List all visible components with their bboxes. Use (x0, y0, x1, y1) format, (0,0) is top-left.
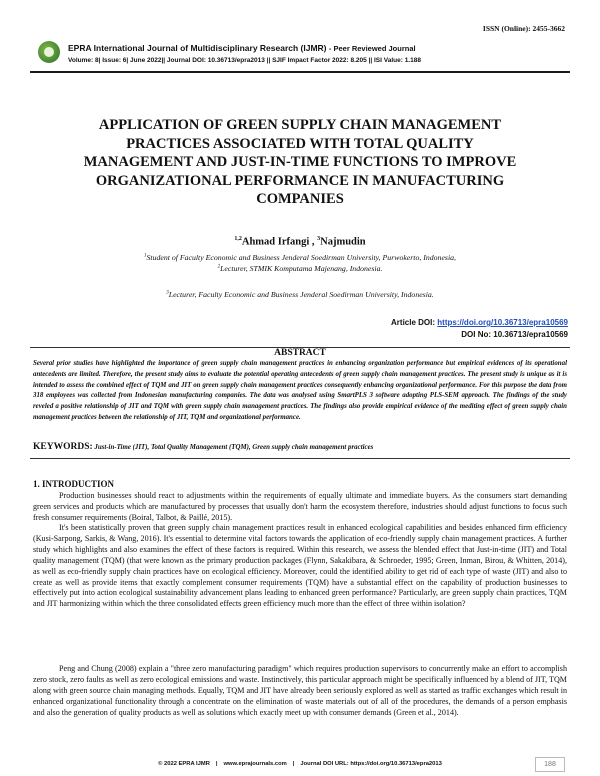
author-name: Najmudin (320, 236, 366, 248)
paragraph: Production businesses should react to adjustments within the requirements of equally ultimate and immediate buyers. As the consumers start demanding green services and products which are manufactured by processes that usually don't harm the ecosystem therefore, industries should adjust functions to focus such fresh consumer requirements (Boiral, Talbot, & Paillé, 2015). (33, 491, 567, 522)
journal-meta: Volume: 8| Issue: 6| June 2022|| Journal DOI: 10.36713/epra2013 || SJIF Impact Factor 2022: 8.205 || ISI Value: 1.188 (68, 57, 421, 64)
affiliation: $^3$Lecturer, Faculty Economic and Business Jenderal Soedirman University, Indonesia. (166, 290, 434, 299)
journal-header (38, 38, 578, 70)
title-line: APPLICATION OF GREEN SUPPLY CHAIN MANAGEMENT (98, 117, 502, 133)
section-heading: 1. INTRODUCTION (33, 479, 115, 489)
paragraph: It's been statistically proven that green supply chain management practices result in enhanced ecological capabilities and besides enhanced firm efficiency (Kusi-Sarpong, Sarkis, & Wang, 2016). It's essential to determine vital factors towards the application of eco-friendly supply chain management practices. A further study which highlights and also examines the effect of these factors is required. Within this research, we assess the blended effect that Just-in-time (JIT) and Total quality management (TQM) (that were known as the primary production packages (Flynn, Sakakibara, & Schroeder, 1995; Green, Inman, Birou, & Whitten, 2014), as well as eco-friendly supply chain practices have on ecological efficiency. Moreover, could the identified ability to get rid of each type of waste (JIT) and also to create as well as provide items that exactly complement consumer requirements (TQM) have a substantial effect on the capability of production businesses to effectively put into action ecological sustainability advancement plans leading to enhanced green performance? Particularly, are green supply chain practices, TQM and JIT harmonizing within which the three consolidated effects green efficiency much more than the effect of three within isolation? (33, 523, 567, 609)
doi-number: DOI No: 10.36713/epra10569 (461, 330, 568, 339)
page-footer: © 2022 EPRA IJMR | www.eprajournals.com | Journal DOI URL: https://doi.org/10.36713/epra2013 (158, 761, 442, 767)
keywords: KEYWORDS: Just-in-Time (JIT), Total Quality Management (TQM), Green supply chain management practices (33, 442, 374, 452)
article-doi-link[interactable]: https://doi.org/10.36713/epra10569 (437, 318, 568, 327)
authors: $^{1,2}$Ahmad Irfangi , $^3$Najmudin (234, 236, 366, 248)
title-line: ORGANIZATIONAL PERFORMANCE IN MANUFACTURING (95, 172, 505, 189)
journal-logo-icon (38, 41, 60, 63)
title-line: PRACTICES ASSOCIATED WITH TOTAL QUALITY (126, 135, 474, 152)
page-number: 188 (535, 757, 565, 772)
paragraph: Peng and Chung (2008) explain a "three zero manufacturing paradigm" which requires production supervisors to concurrently make an effort to accomplish zero stock, zero faults as well as zero ecological emissions and waste. Instinctively, this particular approach might be specifically influenced by a blend of JIT, TQM along with green source chain managing methods. Equally, TQM and JIT have already been seriously explored as well as started as traffic exchanges which result in enhanced organizational functionality through a concentrate on the elimination of waste materials out of all of the procedures, the demands of a person emphasis and also the generation of quality products as well as solutions which exactly meet up with consumer demands (Green et al., 2014). (33, 664, 567, 717)
footer-copyright: © 2022 EPRA IJMR (158, 761, 210, 767)
title-line: COMPANIES (256, 191, 344, 207)
abstract-heading: ABSTRACT (274, 348, 326, 358)
affiliation: $^2$Lecturer, STMIK Komputama Majenang, Indonesia. (217, 264, 383, 273)
footer-doi-url[interactable]: Journal DOI URL: https://doi.org/10.36713/epra2013 (300, 761, 442, 767)
abstract-divider-bottom (30, 458, 570, 459)
header-divider (30, 71, 570, 73)
keywords-label: KEYWORDS: (33, 442, 93, 452)
abstract-body: Several prior studies have highlighted the importance of green supply chain management practices in enhancing organization performance but empirical evidences of its operational antecedents are limited. Therefore, the present study aims to evaluate the potential operating antecedents of green supply chain management practices. The present study is unique as it is intended to assess the combined effect of TQM and JIT on green supply chain management practices consequently enhancing organizational performance. For this purpose the data from 318 employees was collected from Indonesian manufacturing companies. The data was analysed using SmartPLS 3 software adopting PLS-SEM approach. The findings of the study reveled a positive relationship of JIT and TQM with green supply chain management practices. The findings also provide empirical evidence of the mediting effect of green supply chain management practices between the relationship of JIT, TQM and organizational performance. (33, 360, 567, 421)
footer-website[interactable]: www.eprajournals.com (223, 761, 287, 767)
issn-label: ISSN (Online): 2455-3662 (482, 24, 565, 33)
affiliation: $^1$Student of Faculty Economic and Business Jenderal Soedirman University, Purwokerto, Indonesia, (144, 253, 456, 262)
author-name: Ahmad Irfangi (241, 236, 310, 248)
title-line: MANAGEMENT AND JUST-IN-TIME FUNCTIONS TO IMPROVE (83, 154, 517, 170)
article-doi: Article DOI: https://doi.org/10.36713/epra10569 (391, 318, 568, 327)
peer-reviewed-label: - Peer Reviewed Journal (328, 44, 416, 53)
journal-title: EPRA International Journal of Multidisciplinary Research (IJMR) - Peer Reviewed Journal (68, 43, 416, 53)
paper-title (40, 116, 560, 209)
